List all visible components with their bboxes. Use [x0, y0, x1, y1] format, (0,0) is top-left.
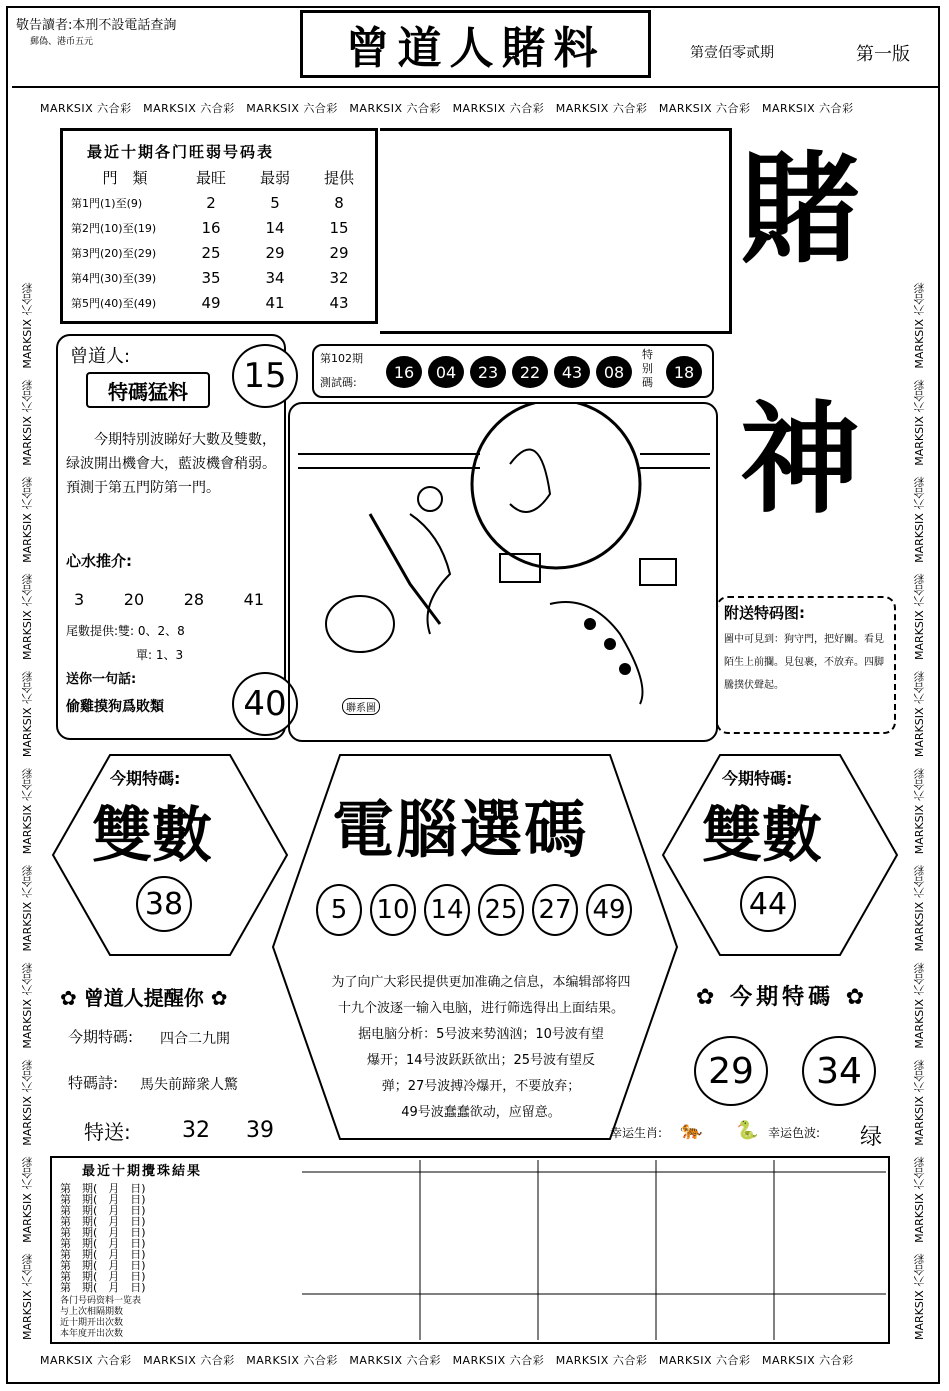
pick-number: 28: [183, 590, 205, 609]
lucky-animal-label: 幸运生肖:: [610, 1126, 663, 1140]
send-number: 39: [246, 1118, 274, 1143]
draw-row: 第 期( 月 日): [60, 1237, 146, 1250]
computer-pick-number: 27: [532, 884, 578, 936]
draw-row: 第 期( 月 日): [60, 1270, 146, 1283]
results-box: [50, 1156, 890, 1344]
title-char-gamble: 賭: [740, 139, 860, 280]
results-title: 最近十期攪珠結果: [82, 1164, 203, 1179]
header-cell: 最弱: [259, 169, 290, 187]
right-special-number: 29: [694, 1036, 768, 1106]
header-cell: 最旺: [195, 169, 226, 187]
draw-row: 第 期( 月 日): [60, 1193, 146, 1206]
table-row: 第5門(40)至(49) 49 41 43: [71, 293, 349, 312]
reminder-title: ✿ 曾道人提醒你 ✿: [60, 986, 228, 1010]
title-char-god: 神: [740, 389, 860, 530]
test-issue: 第102期: [320, 352, 363, 365]
send-number: 32: [182, 1118, 210, 1143]
draw-row: 第 期( 月 日): [60, 1248, 146, 1261]
issue-number: 第壹佰零贰期: [690, 45, 774, 61]
test-ball: 04: [428, 356, 464, 388]
reminder-special-label: 今期特碼:: [68, 1028, 134, 1046]
door-table: [71, 165, 371, 315]
draw-row: 第 期( 月 日): [60, 1226, 146, 1239]
test-ball: 08: [596, 356, 632, 388]
left-hex-label: 今期特碼:: [110, 769, 181, 788]
gift-title: 附送特码图:: [724, 604, 805, 622]
right-hex-main: 雙數: [702, 801, 822, 871]
circle-number-top: 15: [232, 344, 298, 408]
table-row: 第4門(30)至(39) 35 34 32: [71, 268, 349, 287]
tail-odd: 單: 1、3: [136, 648, 184, 662]
stats-label: 本年度开出次数: [60, 1329, 124, 1339]
mark-strip-bottom: MARKSIX 六合彩 MARKSIX 六合彩 MARKSIX 六合彩 MARKSIX 六合彩 MARKSIX 六合彩 MARKSIX 六合彩 MARKSIX 六合彩 MARKSIX 六合彩: [40, 1354, 854, 1367]
special-label: 特别碼: [642, 348, 653, 389]
circle-number-bottom: 40: [232, 672, 298, 736]
right-hex-label: 今期特碼:: [722, 769, 793, 788]
computer-pick-number: 25: [478, 884, 524, 936]
stats-label: 近十期开出次数: [60, 1318, 124, 1328]
tiger-icon: 🐅: [680, 1120, 703, 1141]
computer-pick-description: 为了向广大彩民提供更加准确之信息，本编辑部将四 十九个波逐一输入电脑，进行筛选得出上面结果。 据电脑分析：5号波来势汹汹；10号波有望 爆开；14号波跃跃欲出；25号波有望反 弹；27号波搏冷爆开，不要放弃； 49号波蠢蠢欲动，应留意。: [331, 975, 631, 1120]
computer-pick-title: 電腦選碼: [332, 793, 589, 866]
lucky-color-label: 幸运色波:: [768, 1126, 821, 1140]
send-label: 特送:: [84, 1120, 131, 1144]
test-ball: 16: [386, 356, 422, 388]
results-grid: [302, 1160, 886, 1340]
table-row: 第3門(20)至(29) 25 29 29: [71, 243, 349, 262]
table-row: 第2門(10)至(19) 16 14 15: [71, 218, 349, 237]
tail-label: 尾數提供:雙: 0、2、8: [66, 624, 185, 638]
right-special-number: 34: [802, 1036, 876, 1106]
pick-label: 心水推介:: [66, 552, 132, 570]
pick-numbers: [74, 590, 264, 609]
lucky-color: 绿: [860, 1125, 883, 1150]
notice: [16, 18, 176, 50]
tips-body: 今期特別波睇好大數及雙數，绿波開出機會大，藍波機會稍弱。預測于第五門防第一門。: [66, 432, 276, 496]
blank-box: [380, 128, 732, 334]
tail-even: 雙: 0、2、8: [118, 624, 185, 638]
computer-pick-number: 5: [316, 884, 362, 936]
test-ball: 23: [470, 356, 506, 388]
computer-pick-number: 10: [370, 884, 416, 936]
stats-label: 与上次相隔期数: [60, 1307, 124, 1317]
header-cell: 門 類: [102, 169, 148, 187]
mark-strip-right: MARKSIX 六合彩 MARKSIX 六合彩 MARKSIX 六合彩 MARKSIX 六合彩 MARKSIX 六合彩 MARKSIX 六合彩 MARKSIX 六合彩 MARKSIX 六合彩 MARKSIX 六合彩 MARKSIX 六合彩 MARKSIX 六合彩: [913, 282, 926, 1340]
mark-strip-left: MARKSIX 六合彩 MARKSIX 六合彩 MARKSIX 六合彩 MARKSIX 六合彩 MARKSIX 六合彩 MARKSIX 六合彩 MARKSIX 六合彩 MARKSIX 六合彩 MARKSIX 六合彩 MARKSIX 六合彩 MARKSIX 六合彩: [21, 282, 34, 1340]
right-hex-number: 44: [740, 876, 796, 932]
pick-number: 3: [74, 590, 85, 609]
phrase: 偷雞摸狗爲敗類: [66, 699, 164, 715]
door-table-title: 最近十期各门旺弱号码表: [87, 143, 275, 161]
gift-body: 圖中可見到：狗守門，把好關。看見陌生上前攔。見包裹，不放弃。四脚騰撲伏聲起。: [724, 634, 884, 691]
draw-row: 第 期( 月 日): [60, 1204, 146, 1217]
test-ball: 43: [554, 356, 590, 388]
draw-row: 第 期( 月 日): [60, 1281, 146, 1294]
table-header-row: [71, 165, 371, 190]
notice-line: 敬告讀者:本刑不設電話查詢: [16, 18, 177, 33]
edition-label: 第一版: [856, 44, 910, 65]
mark-strip-top: MARKSIX 六合彩 MARKSIX 六合彩 MARKSIX 六合彩 MARKSIX 六合彩 MARKSIX 六合彩 MARKSIX 六合彩 MARKSIX 六合彩 MARKSIX 六合彩: [40, 102, 854, 115]
phrase-label: 送你一句話:: [66, 672, 137, 687]
cartoon-illustration: [290, 404, 716, 740]
pick-number: 41: [243, 590, 264, 609]
test-ball: 22: [512, 356, 548, 388]
author-label: 曾道人:: [70, 346, 131, 367]
draw-rows: [60, 1180, 298, 1294]
reminder-special-value: 四合二九開: [160, 1031, 230, 1047]
computer-pick-number: 14: [424, 884, 470, 936]
test-label: 測試碼:: [320, 376, 357, 389]
masthead: 曾道人賭料: [300, 10, 651, 78]
draw-row: 第 期( 月 日): [60, 1259, 146, 1272]
cartoon-badge: 聯系圖: [342, 698, 380, 715]
poem-label: 特碼詩:: [68, 1074, 119, 1092]
test-number-box: [312, 344, 714, 398]
draw-row: 第 期( 月 日): [60, 1182, 146, 1195]
left-hex-main: 雙數: [92, 801, 212, 871]
left-hex-number: 38: [136, 876, 192, 932]
pick-number: 20: [123, 590, 145, 609]
right-special-title: ✿ 今期特碼 ✿: [696, 985, 869, 1010]
cartoon-panel: [288, 402, 718, 742]
draw-row: 第 期( 月 日): [60, 1215, 146, 1228]
banner-hot-tip: 特碼猛料: [86, 372, 210, 408]
poem: 馬失前蹄衆人驚: [140, 1077, 238, 1093]
header-cell: 提供: [323, 169, 354, 187]
stats-labels: [60, 1296, 298, 1340]
gift-box: [716, 596, 896, 734]
table-row: 第1門(1)至(9) 2 5 8: [71, 193, 344, 212]
door-table-box: [60, 128, 378, 324]
stats-label: 各门号码资料一览表: [60, 1296, 142, 1306]
special-ball: 18: [666, 356, 702, 388]
header-divider: [12, 86, 938, 88]
computer-pick-number: 49: [586, 884, 632, 936]
price-line: 郵偽、港币五元: [30, 37, 94, 47]
snake-icon: 🐍: [736, 1120, 759, 1141]
